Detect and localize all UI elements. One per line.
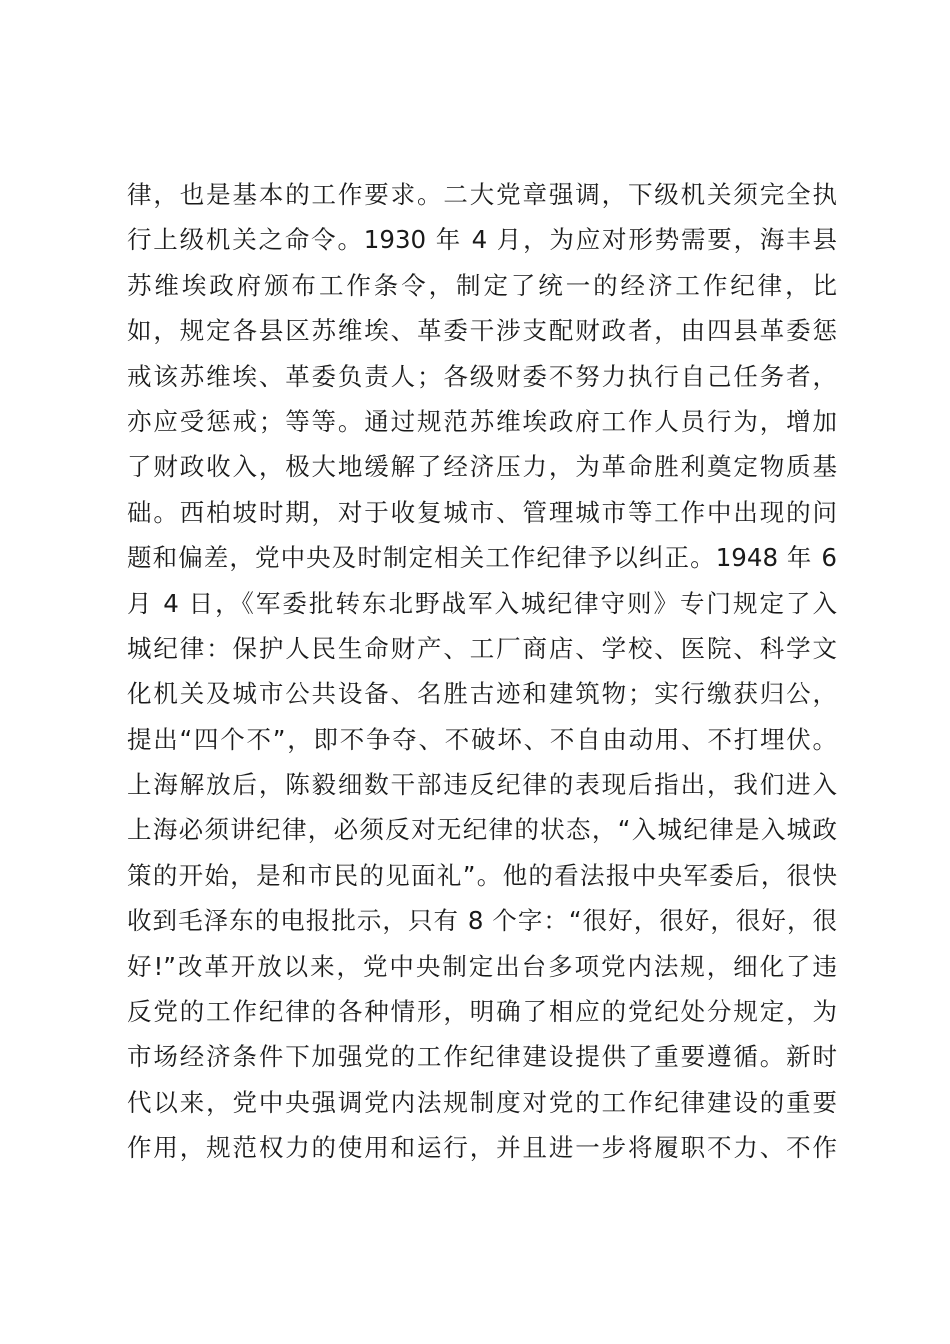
text-line: 了财政收入，极大地缓解了经济压力，为革命胜利奠定物质基 bbox=[127, 452, 837, 482]
text-line: 月 4 日，《军委批转东北野战军入城纪律守则》专门规定了入 bbox=[127, 588, 837, 618]
text-line: 戒该苏维埃、革委负责人；各级财委不努力执行自己任务者， bbox=[127, 361, 837, 391]
text-line: 上海必须讲纪律，必须反对无纪律的状态，“入城纪律是入城政 bbox=[127, 815, 837, 845]
text-line: 好!”改革开放以来，党中央制定出台多项党内法规，细化了违 bbox=[127, 951, 837, 981]
text-line: 反党的工作纪律的各种情形，明确了相应的党纪处分规定，为 bbox=[127, 997, 837, 1027]
text-line: 如，规定各县区苏维埃、革委干涉支配财政者，由四县革委惩 bbox=[127, 316, 837, 346]
text-line: 题和偏差，党中央及时制定相关工作纪律予以纠正。1948 年 6 bbox=[127, 543, 837, 573]
text-line: 亦应受惩戒；等等。通过规范苏维埃政府工作人员行为，增加 bbox=[127, 406, 837, 436]
text-line: 城纪律：保护人民生命财产、工厂商店、学校、医院、科学文 bbox=[127, 633, 837, 663]
body-paragraph bbox=[127, 172, 837, 1171]
text-line: 市场经济条件下加强党的工作纪律建设提供了重要遵循。新时 bbox=[127, 1042, 837, 1072]
text-line: 苏维埃政府颁布工作条令，制定了统一的经济工作纪律，比 bbox=[127, 270, 837, 300]
text-line: 上海解放后，陈毅细数干部违反纪律的表现后指出，我们进入 bbox=[127, 770, 837, 800]
text-line: 律，也是基本的工作要求。二大党章强调，下级机关须完全执 bbox=[127, 180, 837, 209]
text-line: 化机关及城市公共设备、名胜古迹和建筑物；实行缴获归公， bbox=[127, 679, 837, 709]
text-line: 行上级机关之命令。1930 年 4 月，为应对形势需要，海丰县 bbox=[127, 225, 837, 255]
text-line: 收到毛泽东的电报批示，只有 8 个字：“很好，很好，很好，很 bbox=[127, 906, 837, 936]
text-line: 作用，规范权力的使用和运行，并且进一步将履职不力、不作 bbox=[127, 1133, 837, 1163]
text-line: 提出“四个不”，即不争夺、不破坏、不自由动用、不打埋伏。 bbox=[127, 724, 837, 754]
text-line: 础。西柏坡时期，对于收复城市、管理城市等工作中出现的问 bbox=[127, 497, 837, 527]
text-line: 代以来，党中央强调党内法规制度对党的工作纪律建设的重要 bbox=[127, 1087, 837, 1117]
text-line: 策的开始，是和市民的见面礼”。他的看法报中央军委后，很快 bbox=[127, 860, 837, 890]
